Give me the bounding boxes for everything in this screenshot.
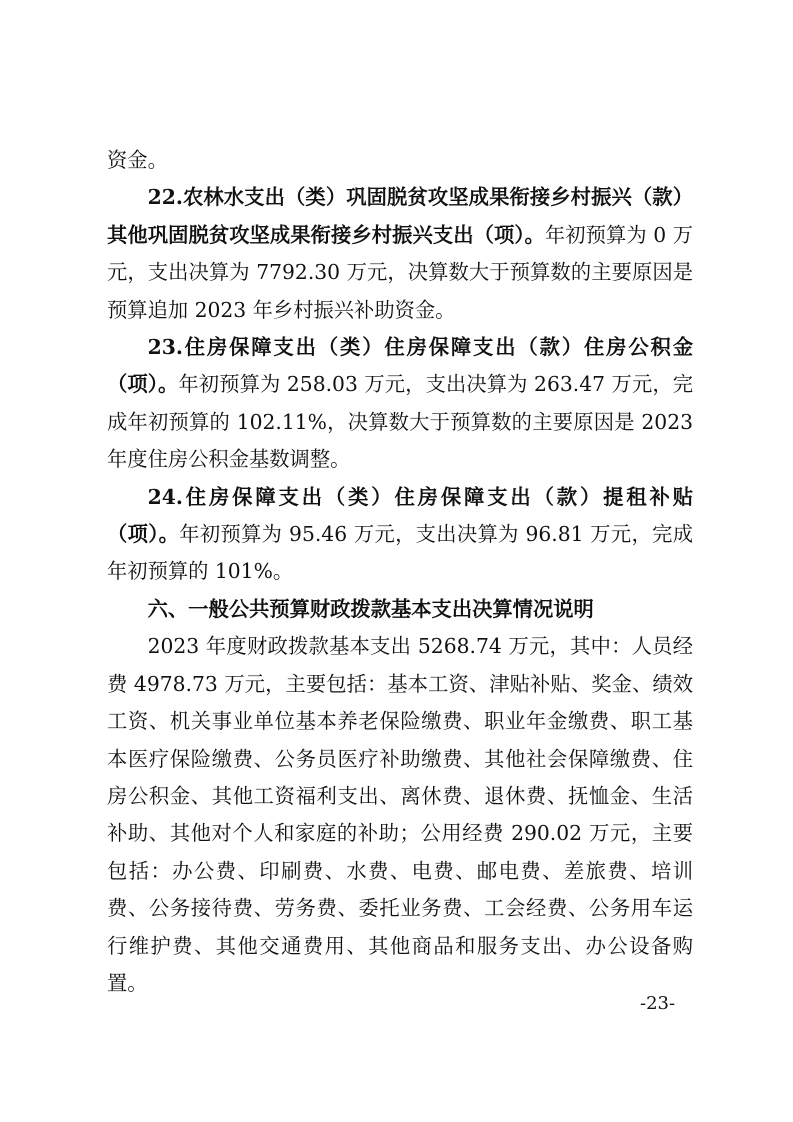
item-22-heading: 22.农林水支出（类）巩固脱贫攻坚成果衔接乡村振兴（款）其他巩固脱贫攻坚成果衔接乡村振兴支出（项）。 — [107, 185, 693, 247]
section-6-heading — [107, 591, 693, 628]
paragraph-continuation — [107, 142, 693, 179]
item-23-body: 年初预算为 258.03 万元，支出决算为 263.47 万元，完成年初预算的 102.11%，决算数大于预算数的主要原因是 2023 年度住房公积金基数调整。 — [107, 372, 694, 472]
section-6-body: 2023 年度财政拨款基本支出 5268.74 万元，其中：人员经费 4978.73 万元，主要包括：基本工资、津贴补贴、奖金、绩效工资、机关事业单位基本养老保险缴费、职业年金缴费、职工基本医疗保险缴费、公务员医疗补助缴费、其他社会保障缴费、住房公积金、其他工资福利支出、离休费、退休费、抚恤金、生活补助、其他对个人和家庭的补助；公用经费 290.02 万元，主要包括：办公费、印刷费、水费、电费、邮电费、差旅费、培训费、公务接待费、劳务费、委托业务费、工会经费、公务用车运行维护费、其他交通费用、其他商品和服务支出、办公设备购置。 — [107, 634, 693, 995]
paragraph-item-23 — [107, 329, 693, 479]
paragraph-item-22 — [107, 179, 693, 329]
continuation-text: 资金。 — [107, 148, 168, 172]
document-body — [107, 142, 693, 1002]
section-6-title: 六、一般公共预算财政拨款基本支出决算情况说明 — [147, 596, 594, 621]
item-24-heading: 24.住房保障支出（类）住房保障支出（款）提租补贴（项）。 — [107, 484, 693, 547]
item-22-body: 年初预算为 0 万元，支出决算为 7792.30 万元，决算数大于预算数的主要原因是预算追加 2023 年乡村振兴补助资金。 — [107, 222, 693, 322]
page-number: -23- — [640, 993, 676, 1014]
item-24-body: 年初预算为 95.46 万元，支出决算为 96.81 万元，完成年初预算的 101%。 — [107, 522, 693, 584]
item-23-heading: 23.住房保障支出（类）住房保障支出（款）住房公积金（项）。 — [107, 335, 693, 397]
section-6-paragraph — [107, 628, 693, 1002]
paragraph-item-24 — [107, 479, 693, 591]
